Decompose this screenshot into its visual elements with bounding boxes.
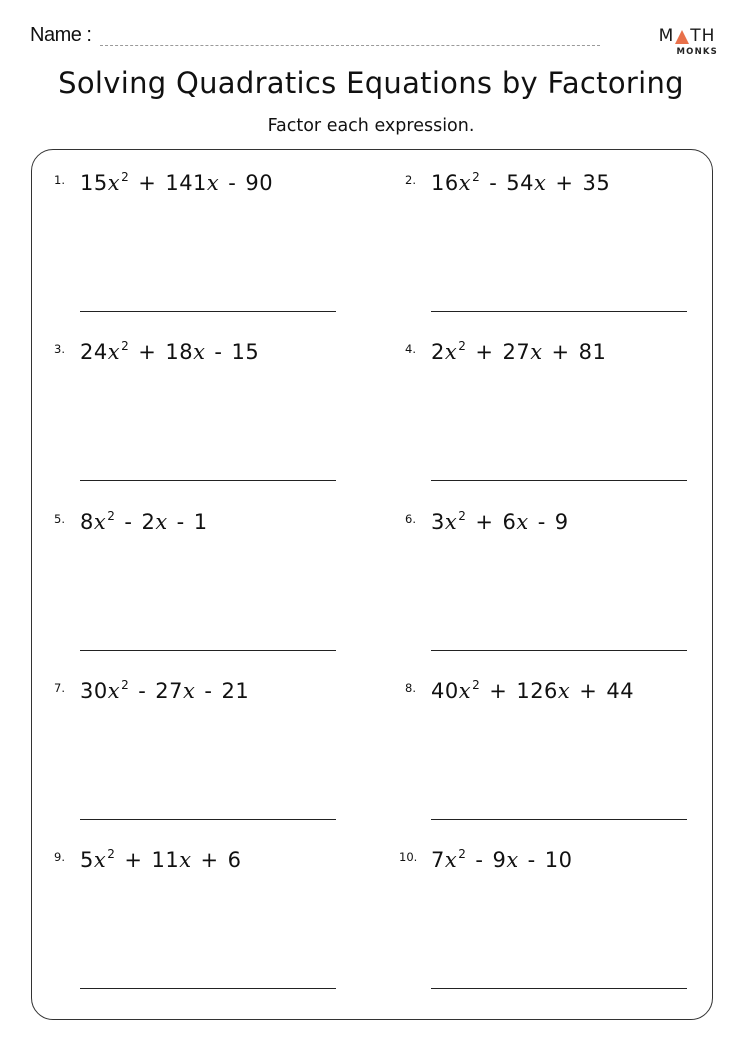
variable-x: x [458, 679, 472, 703]
variable-x: x [530, 340, 543, 364]
problem-number: 7. [54, 681, 65, 695]
problem-expression [431, 509, 569, 534]
exponent: 2 [458, 339, 467, 353]
operator: - [204, 679, 213, 703]
exponent: 2 [107, 847, 116, 861]
constant-c: 81 [578, 340, 607, 364]
operator: + [200, 848, 219, 872]
variable-x: x [93, 510, 107, 534]
constant-c: 10 [544, 848, 573, 872]
worksheet-instructions: Factor each expression. [267, 116, 475, 136]
problem-number: 4. [405, 342, 416, 356]
coef-a: 5 [80, 848, 94, 872]
constant-c: 44 [606, 679, 635, 703]
coef-a: 40 [431, 679, 459, 703]
coef-a: 8 [80, 510, 94, 534]
problem-expression [80, 509, 208, 534]
logo-subtext: MONKS [676, 47, 718, 57]
constant-c: 21 [221, 679, 250, 703]
problem-number: 1. [54, 173, 65, 187]
coef-b: 11 [151, 848, 180, 872]
coef-b: 2 [141, 510, 156, 534]
name-label: Name : [30, 24, 92, 46]
operator: + [489, 679, 508, 703]
operator: + [138, 340, 157, 364]
coef-a: 7 [431, 848, 445, 872]
constant-c: 6 [227, 848, 242, 872]
problem-expression [80, 847, 242, 872]
operator: - [214, 340, 223, 364]
coef-a: 24 [80, 340, 108, 364]
operator: - [124, 510, 133, 534]
problem-expression [80, 678, 249, 703]
variable-x: x [516, 510, 529, 534]
answer-line[interactable] [80, 650, 336, 651]
operator: - [475, 848, 484, 872]
coef-b: 141 [165, 171, 207, 195]
variable-x: x [183, 679, 196, 703]
exponent: 2 [107, 509, 116, 523]
variable-x: x [458, 171, 472, 195]
worksheet-title: Solving Quadratics Equations by Factoring [58, 66, 684, 100]
math-monks-logo [656, 26, 718, 57]
answer-line[interactable] [80, 819, 336, 820]
constant-c: 9 [554, 510, 569, 534]
problem-number: 5. [54, 512, 65, 526]
exponent: 2 [472, 170, 481, 184]
variable-x: x [193, 340, 206, 364]
constant-c: 1 [193, 510, 208, 534]
operator: + [579, 679, 598, 703]
answer-line[interactable] [431, 819, 687, 820]
exponent: 2 [121, 339, 130, 353]
operator: + [555, 171, 574, 195]
operator: - [527, 848, 536, 872]
variable-x: x [179, 848, 192, 872]
constant-c: 35 [582, 171, 611, 195]
problem-number: 8. [405, 681, 416, 695]
problem-number: 10. [399, 850, 418, 864]
coef-b: 6 [502, 510, 517, 534]
operator: - [138, 679, 147, 703]
problem-expression [80, 339, 259, 364]
coef-a: 3 [431, 510, 445, 534]
exponent: 2 [458, 509, 467, 523]
answer-line[interactable] [431, 650, 687, 651]
variable-x: x [506, 848, 519, 872]
coef-a: 16 [431, 171, 459, 195]
constant-c: 15 [231, 340, 260, 364]
name-input-line[interactable] [100, 45, 600, 46]
operator: + [475, 510, 494, 534]
operator: + [551, 340, 570, 364]
operator: - [537, 510, 546, 534]
answer-line[interactable] [80, 311, 336, 312]
answer-line[interactable] [80, 988, 336, 989]
constant-c: 90 [245, 171, 274, 195]
problem-expression [431, 847, 572, 872]
problem-number: 3. [54, 342, 65, 356]
variable-x: x [107, 340, 121, 364]
coef-b: 126 [516, 679, 558, 703]
problems-frame [31, 149, 713, 1020]
logo-wordmark: M TH [658, 26, 716, 46]
operator: + [124, 848, 143, 872]
coef-b: 27 [502, 340, 531, 364]
exponent: 2 [121, 170, 130, 184]
problem-expression [80, 170, 273, 195]
problem-expression [431, 678, 634, 703]
variable-x: x [444, 340, 458, 364]
exponent: 2 [121, 678, 130, 692]
variable-x: x [534, 171, 547, 195]
variable-x: x [155, 510, 168, 534]
problem-number: 6. [405, 512, 416, 526]
variable-x: x [107, 171, 121, 195]
operator: + [138, 171, 157, 195]
answer-line[interactable] [431, 311, 687, 312]
answer-line[interactable] [80, 480, 336, 481]
exponent: 2 [472, 678, 481, 692]
variable-x: x [107, 679, 121, 703]
exponent: 2 [458, 847, 467, 861]
coef-b: 18 [165, 340, 194, 364]
coef-a: 30 [80, 679, 108, 703]
operator: - [489, 171, 498, 195]
operator: + [475, 340, 494, 364]
variable-x: x [444, 510, 458, 534]
answer-line[interactable] [431, 480, 687, 481]
variable-x: x [93, 848, 107, 872]
coef-b: 9 [492, 848, 507, 872]
coef-b: 27 [155, 679, 184, 703]
problem-number: 9. [54, 850, 65, 864]
problem-expression [431, 339, 606, 364]
triangle-icon [675, 30, 689, 44]
coef-b: 54 [506, 171, 535, 195]
coef-a: 15 [80, 171, 108, 195]
problem-number: 2. [405, 173, 416, 187]
name-field-row [30, 24, 91, 47]
operator: - [228, 171, 237, 195]
coef-a: 2 [431, 340, 445, 364]
variable-x: x [444, 848, 458, 872]
variable-x: x [206, 171, 220, 195]
answer-line[interactable] [431, 988, 687, 989]
variable-x: x [557, 679, 571, 703]
operator: - [176, 510, 185, 534]
problem-expression [431, 170, 610, 195]
